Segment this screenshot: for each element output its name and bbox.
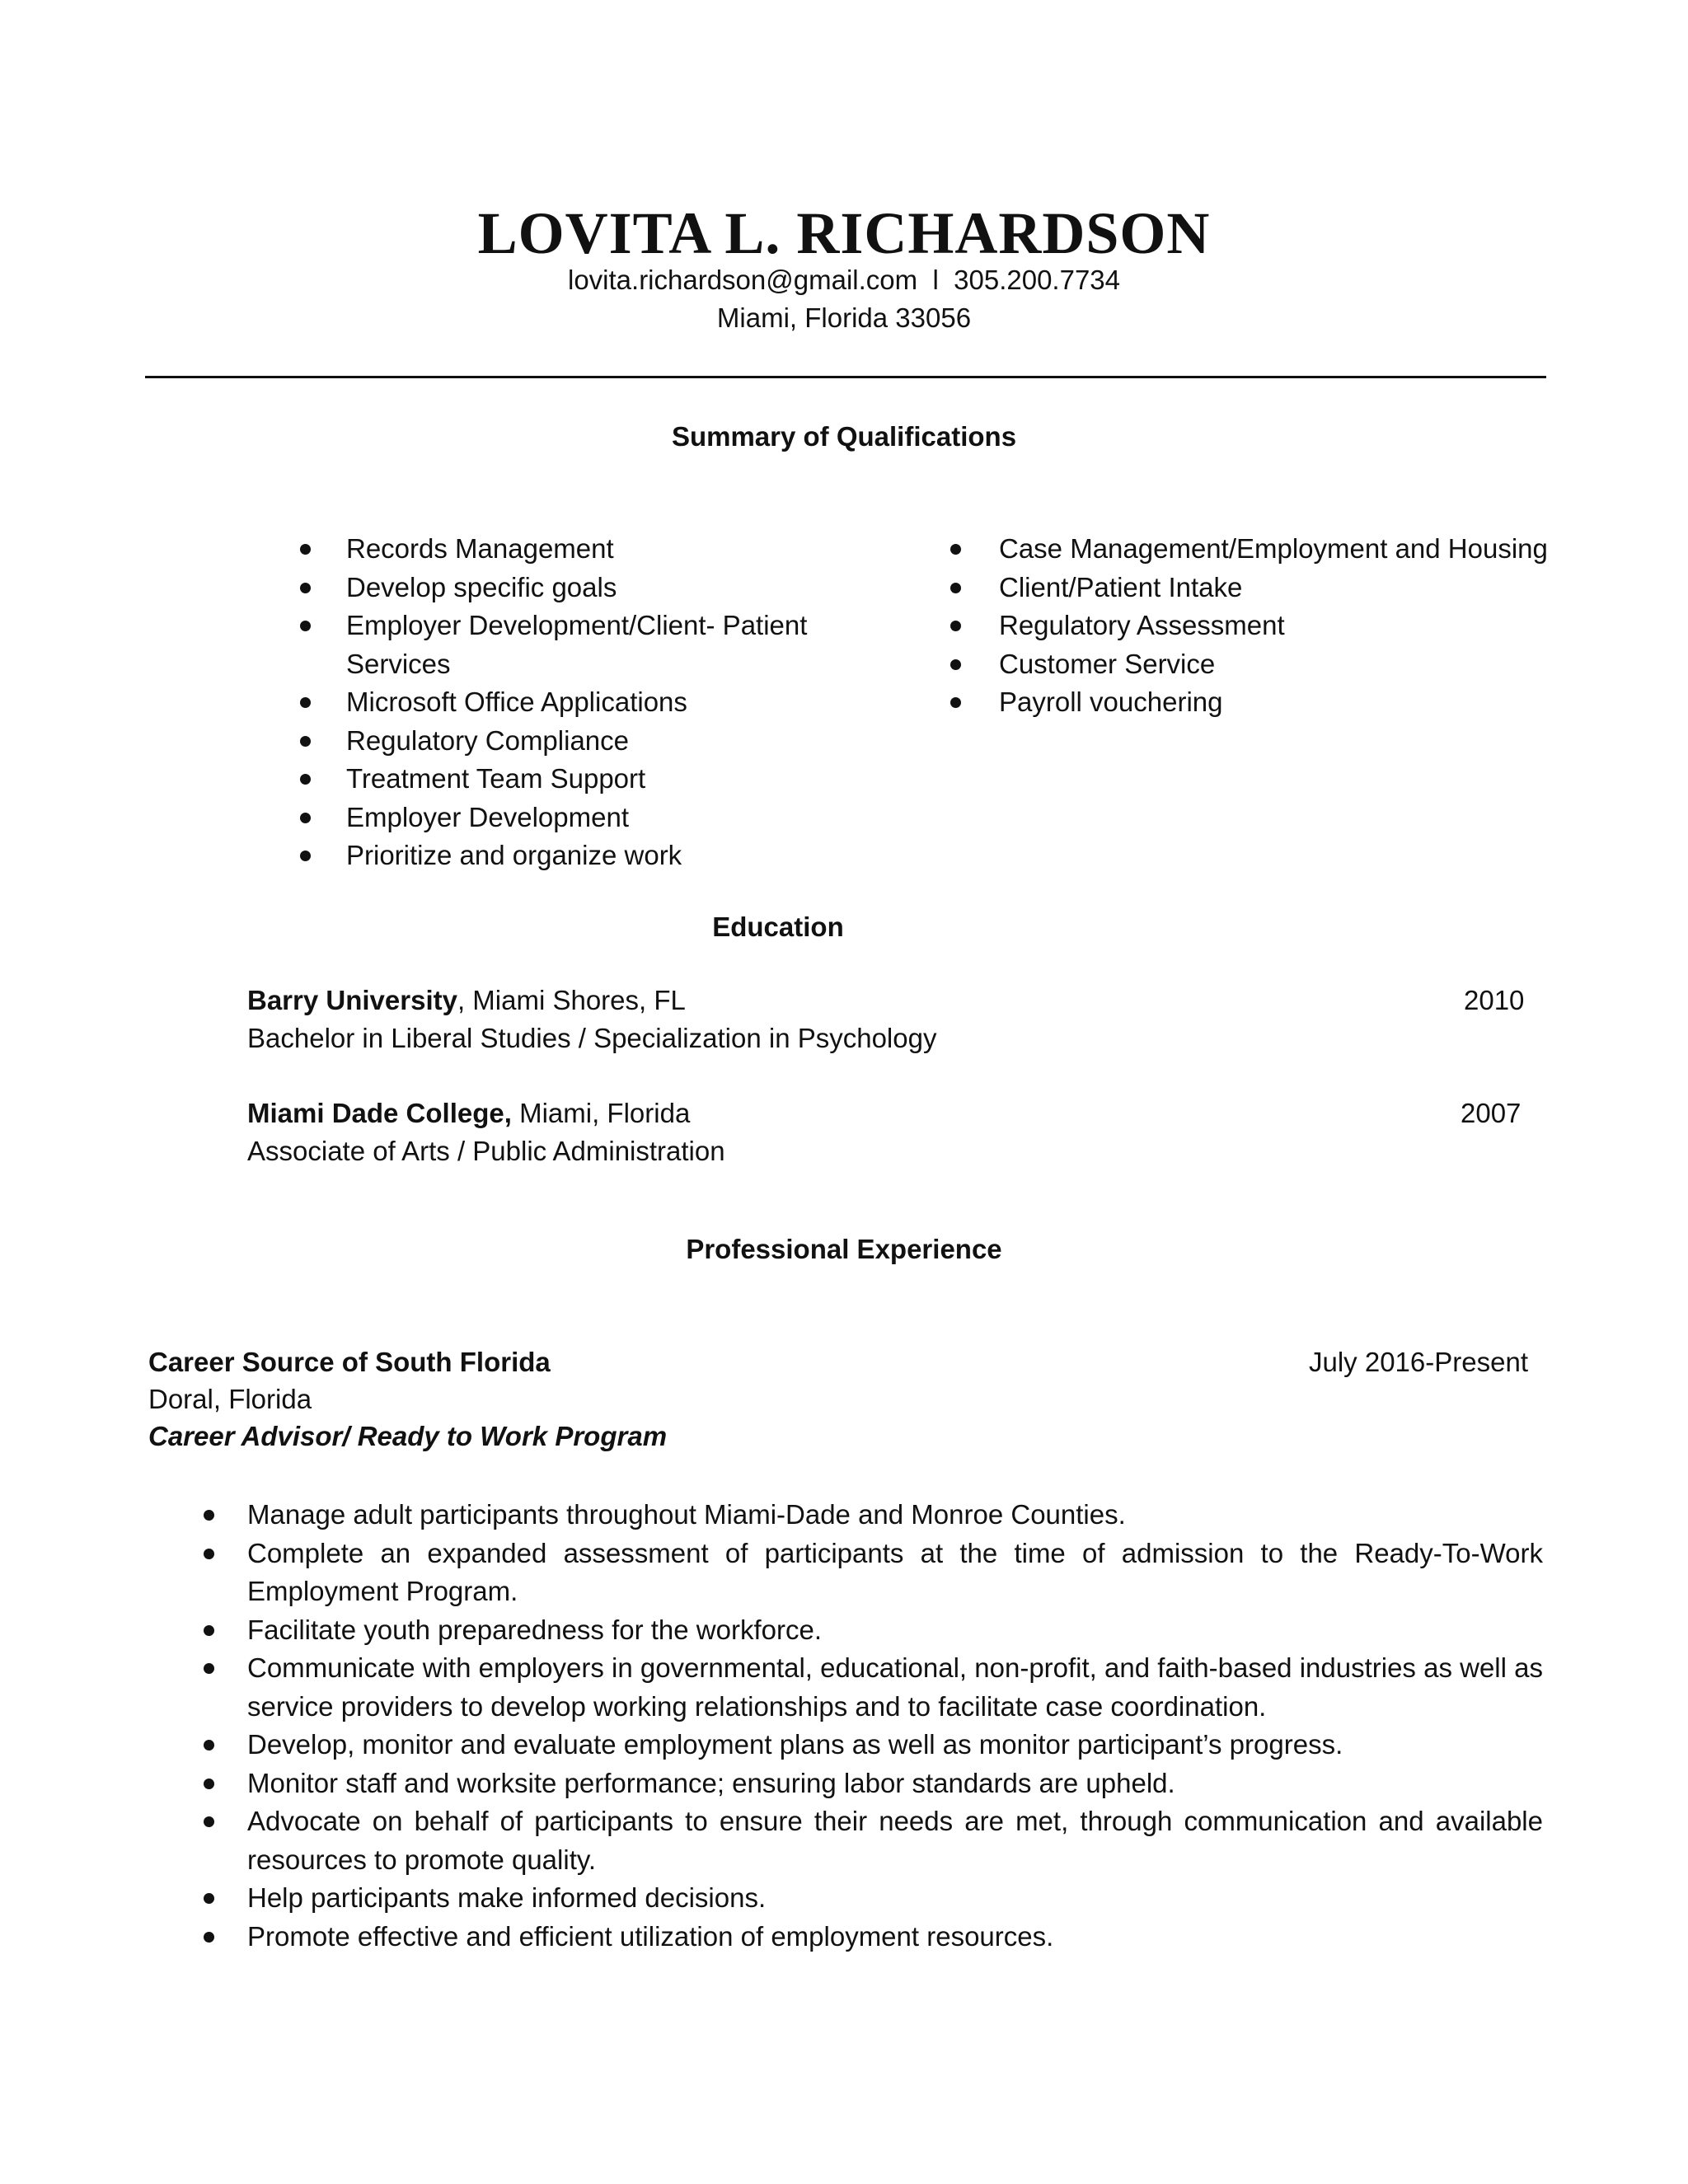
- contact-email-phone: lovita.richardson@gmail.com l 305.200.7734: [567, 265, 1121, 295]
- bullet-icon: [950, 621, 961, 631]
- bullet-icon: [204, 1740, 214, 1750]
- duty-item: Communicate with employers in governmental, educational, non-profit, and faith-based industries as well as service providers to develop working relationships and to facilitate case coordination.: [198, 1649, 1543, 1726]
- school-location: Miami, Florida: [511, 1098, 691, 1128]
- employment-dates: July 2016-Present: [1309, 1347, 1528, 1377]
- employer-location: Doral, Florida: [148, 1384, 312, 1414]
- bullet-icon: [300, 736, 311, 747]
- duty-item: Advocate on behalf of participants to ensure their needs are met, through communication and available resources to promote quality.: [198, 1802, 1543, 1879]
- qualification-item: Customer Service: [946, 645, 1573, 684]
- duty-item: Facilitate youth preparedness for the workforce.: [198, 1611, 1543, 1650]
- qualification-item: Employer Development: [297, 799, 890, 837]
- qualification-item: Payroll vouchering: [946, 683, 1573, 722]
- bullet-icon: [300, 774, 311, 785]
- qualification-item: Microsoft Office Applications: [297, 683, 890, 722]
- bullet-icon: [950, 697, 961, 708]
- bullet-icon: [204, 1816, 214, 1827]
- education-entry-school: [247, 1094, 690, 1132]
- bullet-icon: [950, 583, 961, 593]
- bullet-icon: [204, 1932, 214, 1943]
- duty-item: Help participants make informed decisions.: [198, 1879, 1543, 1918]
- qualification-item: Regulatory Assessment: [946, 607, 1573, 645]
- bullet-icon: [204, 1893, 214, 1904]
- candidate-name: LOVITA L. RICHARDSON: [477, 200, 1211, 266]
- qualification-item: Develop specific goals: [297, 569, 890, 607]
- job-duties-list: [198, 1496, 1543, 1956]
- qualifications-list-left: [297, 530, 890, 875]
- qualification-item: Employer Development/Client- Patient Services: [297, 607, 890, 683]
- education-degree: Bachelor in Liberal Studies / Specialization in Psychology: [247, 1023, 937, 1053]
- header-divider: [145, 376, 1546, 378]
- school-name: Barry University: [247, 985, 457, 1015]
- duty-item: Complete an expanded assessment of participants at the time of admission to the Ready-To-Work Employment Program.: [198, 1535, 1543, 1611]
- school-location: , Miami Shores, FL: [457, 985, 686, 1015]
- qualification-item: Records Management: [297, 530, 890, 569]
- bullet-icon: [204, 1549, 214, 1559]
- education-degree: Associate of Arts / Public Administration: [247, 1136, 725, 1166]
- bullet-icon: [300, 544, 311, 555]
- qualification-item: Regulatory Compliance: [297, 722, 890, 761]
- bullet-icon: [300, 621, 311, 631]
- qualification-item: Case Management/Employment and Housing: [946, 530, 1573, 569]
- bullet-icon: [300, 813, 311, 823]
- job-title: Career Advisor/ Ready to Work Program: [148, 1421, 668, 1451]
- bullet-icon: [300, 851, 311, 861]
- summary-heading: Summary of Qualifications: [671, 421, 1017, 452]
- qualifications-list-right: [946, 530, 1573, 722]
- education-heading: Education: [712, 912, 844, 942]
- bullet-icon: [950, 544, 961, 555]
- duty-item: Promote effective and efficient utilization of employment resources.: [198, 1918, 1543, 1957]
- experience-heading: Professional Experience: [686, 1234, 1002, 1264]
- employer-name: Career Source of South Florida: [148, 1347, 551, 1377]
- duty-item: Monitor staff and worksite performance; ensuring labor standards are upheld.: [198, 1765, 1543, 1803]
- bullet-icon: [204, 1510, 214, 1521]
- qualification-item: Prioritize and organize work: [297, 837, 890, 875]
- bullet-icon: [204, 1663, 214, 1674]
- duty-item: Develop, monitor and evaluate employment plans as well as monitor participant’s progress.: [198, 1726, 1543, 1765]
- bullet-icon: [950, 659, 961, 670]
- duty-item: Manage adult participants throughout Miami-Dade and Monroe Counties.: [198, 1496, 1543, 1535]
- education-year: 2010: [1464, 985, 1525, 1015]
- school-name: Miami Dade College,: [247, 1098, 512, 1128]
- education-year: 2007: [1461, 1098, 1522, 1128]
- bullet-icon: [300, 697, 311, 708]
- education-entry-school: [247, 982, 686, 1019]
- contact-location: Miami, Florida 33056: [716, 302, 972, 333]
- qualification-item: Client/Patient Intake: [946, 569, 1573, 607]
- bullet-icon: [204, 1625, 214, 1636]
- bullet-icon: [204, 1779, 214, 1789]
- bullet-icon: [300, 583, 311, 593]
- qualification-item: Treatment Team Support: [297, 760, 890, 799]
